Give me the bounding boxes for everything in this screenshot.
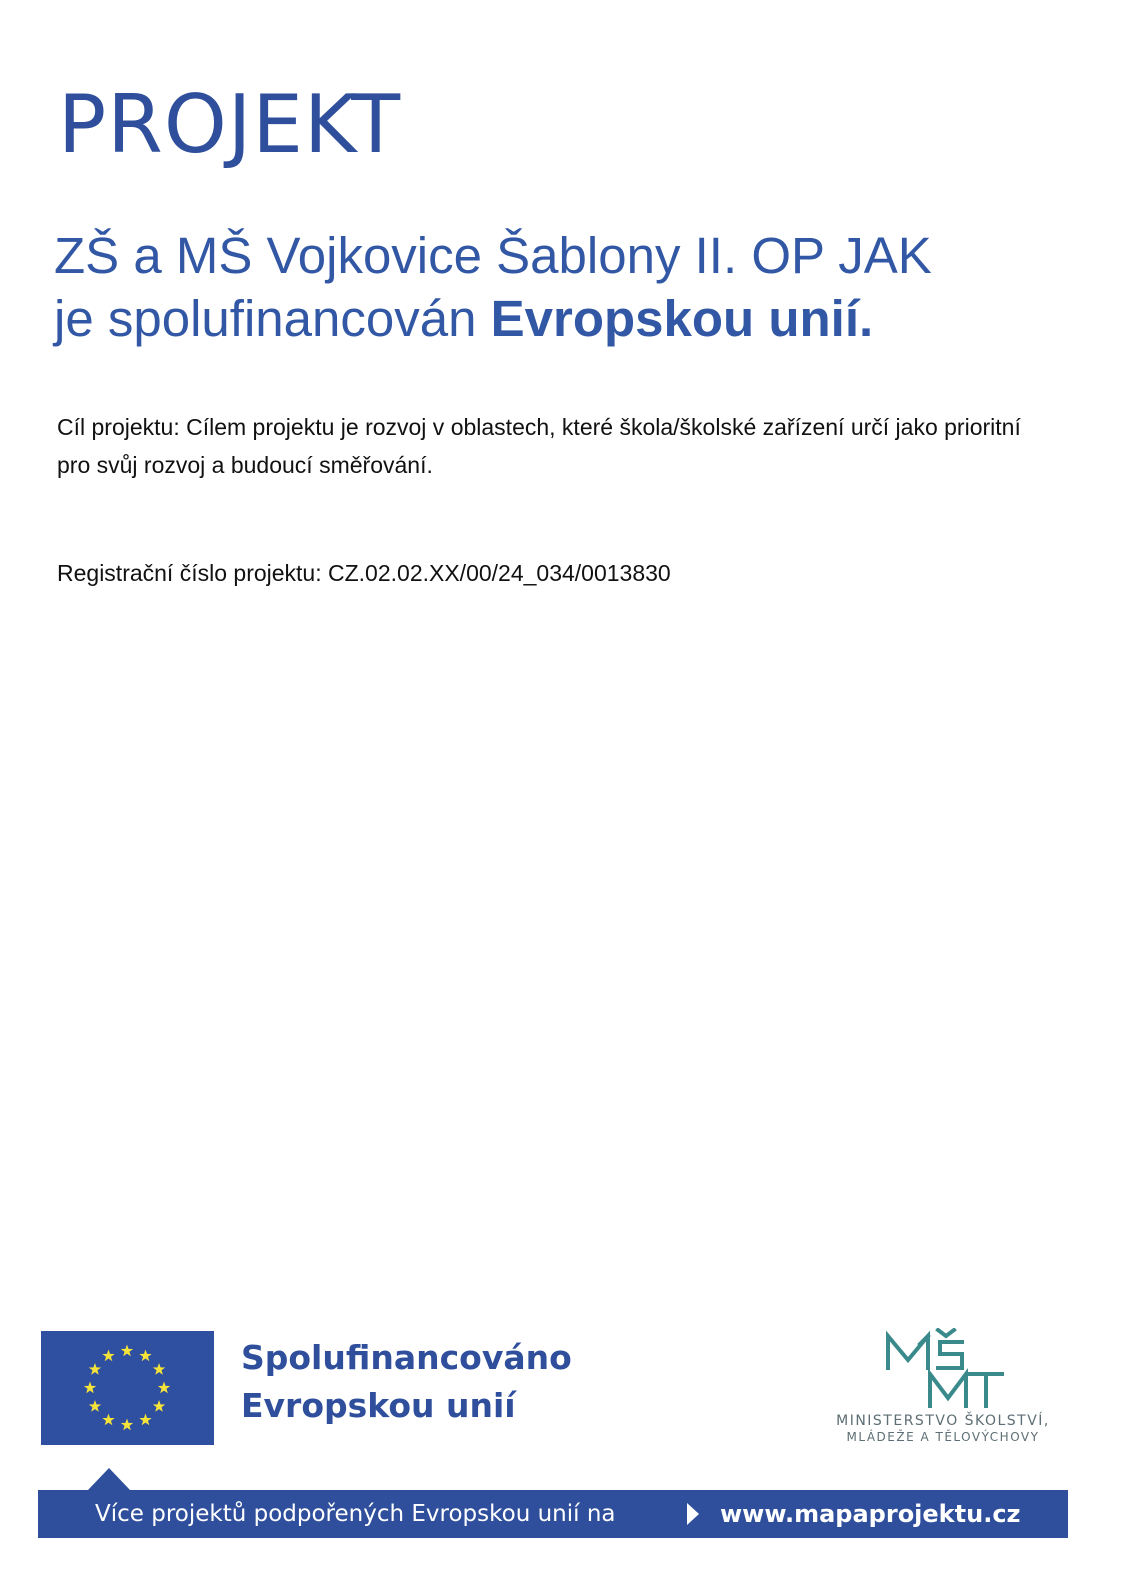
eu-star-icon xyxy=(89,1400,101,1412)
eu-star-icon xyxy=(139,1349,151,1361)
eu-star-icon xyxy=(139,1414,151,1426)
eu-star-icon xyxy=(121,1419,133,1431)
eu-star-icon xyxy=(153,1400,165,1412)
eu-star-icon xyxy=(153,1363,165,1375)
project-title-line2: je spolufinancován xyxy=(54,290,491,347)
eu-cofunded-logo-text xyxy=(241,1334,572,1430)
play-arrow-icon xyxy=(685,1502,701,1526)
msmt-name-line1: MINISTERSTVO ŠKOLSTVÍ, xyxy=(836,1413,1050,1429)
project-goal: Cíl projektu: Cílem projektu je rozvoj v oblastech, které škola/školské zařízení určí jako prioritní pro svůj rozvoj a budoucí směřování. xyxy=(57,414,1021,478)
eu-flag-icon xyxy=(41,1331,214,1445)
eu-star-icon xyxy=(158,1382,170,1394)
project-title-emphasis: Evropskou unií. xyxy=(490,290,874,347)
eu-star-icon xyxy=(89,1363,101,1375)
eu-cofunded-line2: Evropskou unií xyxy=(241,1386,516,1425)
eu-star-icon xyxy=(102,1414,114,1426)
footer-bar xyxy=(38,1490,1068,1538)
eu-star-icon xyxy=(84,1382,96,1394)
eu-star-icon xyxy=(102,1349,114,1361)
msmt-logo-icon xyxy=(882,1328,1006,1412)
footer-bar-notch xyxy=(88,1468,130,1490)
project-title-line1: ZŠ a MŠ Vojkovice Šablony II. OP JAK xyxy=(54,227,932,284)
footer-url-link[interactable]: www.mapaprojektu.cz xyxy=(720,1500,1021,1528)
page-heading: PROJEKT xyxy=(58,78,402,171)
footer-bar-text: Více projektů podpořených Evropskou unií na xyxy=(95,1501,616,1527)
registration-number: Registrační číslo projektu: CZ.02.02.XX/00/24_034/0013830 xyxy=(57,560,671,586)
eu-star-icon xyxy=(121,1345,133,1357)
msmt-name-line2: MLÁDEŽE A TĚLOVÝCHOVY xyxy=(846,1430,1040,1444)
project-title xyxy=(54,224,932,350)
msmt-name xyxy=(812,1413,1074,1445)
eu-cofunded-line1: Spolufinancováno xyxy=(241,1338,572,1377)
